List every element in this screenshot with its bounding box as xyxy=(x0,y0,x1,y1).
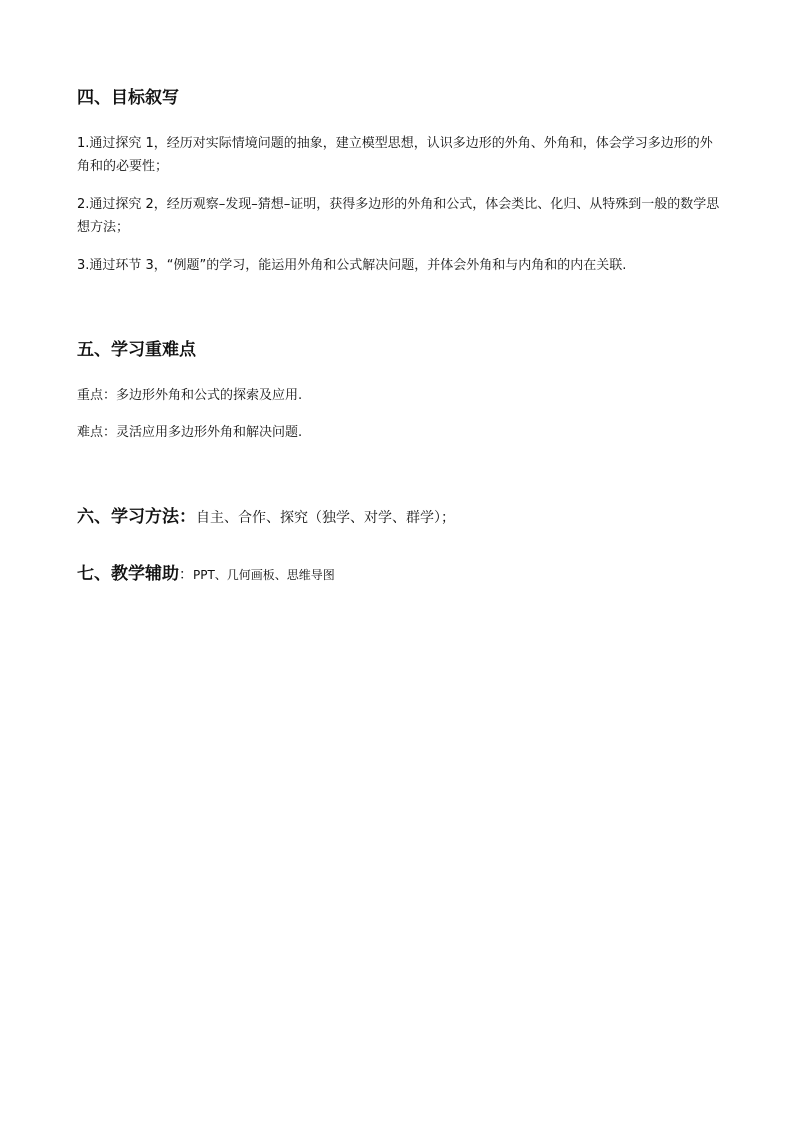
section-heading-goals: 四、目标叙写 xyxy=(77,88,179,108)
method-heading: 六、学习方法： xyxy=(77,507,196,527)
goal-item-2: 2.通过探究 2，经历观察–发现–猜想–证明，获得多边形的外角和公式，体会类比、化归、从特殊到一般的数学思想方法； xyxy=(77,197,720,235)
goal-item-1: 1.通过探究 1，经历对实际情境问题的抽象，建立模型思想，认识多边形的外角、外角和，体会学习多边形的外角和的必要性； xyxy=(77,136,713,174)
aids-heading: 七、教学辅助 xyxy=(77,564,179,584)
section-method xyxy=(77,505,455,530)
difficulty-point: 难点：灵活应用多边形外角和解决问题. xyxy=(77,425,303,440)
goal-item-3: 3.通过环节 3，“例题”的学习，能运用外角和公式解决问题，并体会外角和与内角和的内在关联. xyxy=(77,258,627,273)
section-heading-key-points: 五、学习重难点 xyxy=(77,340,196,360)
section-aids xyxy=(77,562,335,587)
aids-separator: ： xyxy=(179,567,193,583)
aids-content: PPT、几何画板、思维导图 xyxy=(193,568,335,582)
focus-point: 重点：多边形外角和公式的探索及应用. xyxy=(77,388,303,403)
method-content: 自主、合作、探究（独学、对学、群学）； xyxy=(196,510,455,526)
